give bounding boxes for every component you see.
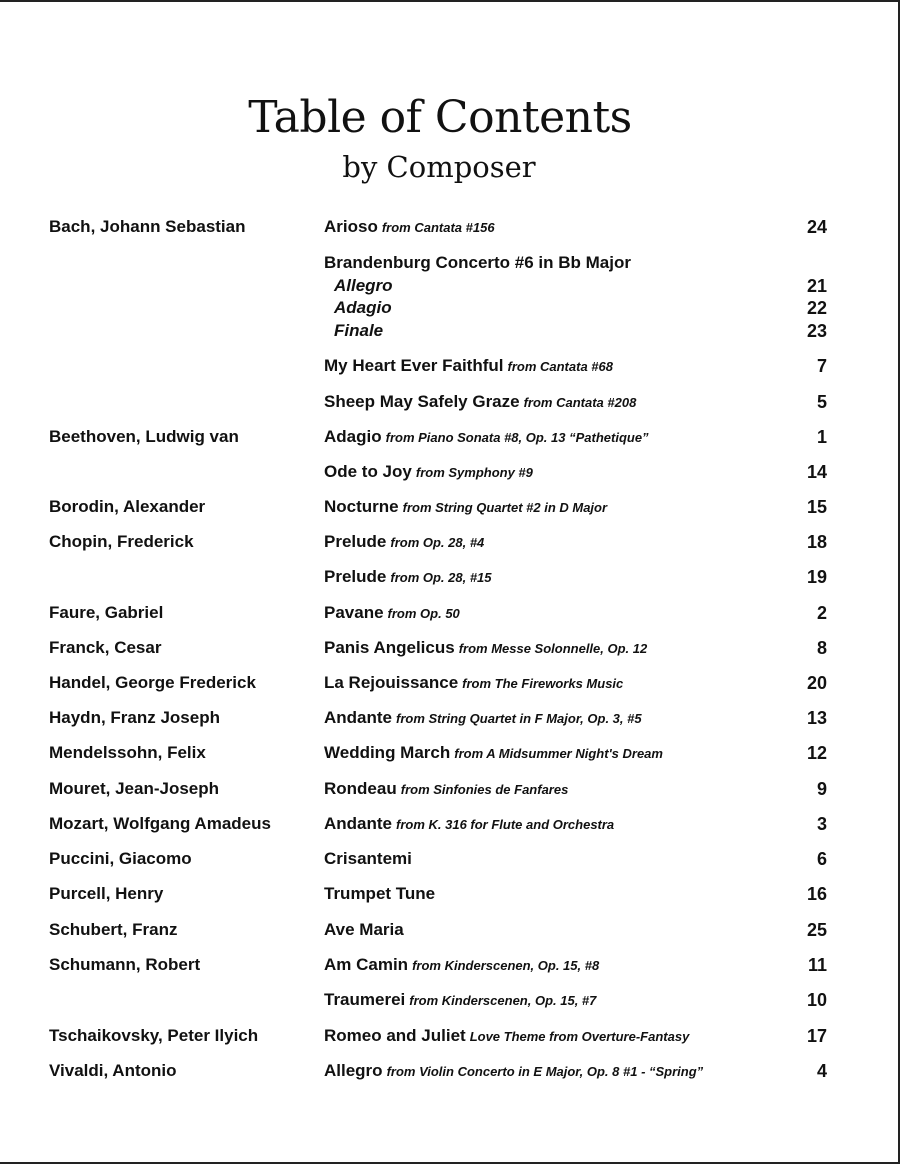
composer-name: Borodin, Alexander [49, 497, 206, 516]
page-number: 9 [816, 779, 827, 799]
composer-name: Faure, Gabriel [49, 603, 164, 622]
piece-title: Andante from String Quartet in F Major, Op. 3, #5 [324, 708, 642, 727]
toc-row [0, 955, 900, 979]
page-number: 1 [816, 427, 827, 447]
piece-title: Sheep May Safely Graze from Cantata #208 [324, 392, 637, 411]
toc-row [0, 849, 900, 873]
page-number: 4 [816, 1061, 827, 1081]
page-number: 21 [806, 276, 827, 296]
toc-row [0, 497, 900, 521]
piece-source: from A Midsummer Night's Dream [454, 746, 663, 761]
page-number: 19 [806, 567, 827, 587]
composer-name: Purcell, Henry [49, 884, 164, 903]
page-number: 11 [807, 955, 827, 975]
composer-name: Schumann, Robert [49, 955, 201, 974]
composer-name: Beethoven, Ludwig van [49, 427, 239, 446]
page-number: 14 [806, 462, 827, 482]
toc-row [0, 603, 900, 627]
piece-source: from Piano Sonata #8, Op. 13 “Pathetique” [385, 430, 649, 445]
piece-title: Andante from K. 316 for Flute and Orchestra [324, 814, 615, 833]
page-number: 2 [816, 603, 827, 623]
composer-name: Puccini, Giacomo [49, 849, 192, 868]
page-subtitle: by Composer [342, 150, 536, 184]
piece-source: from Messe Solonnelle, Op. 12 [458, 641, 648, 656]
piece-title: Traumerei from Kinderscenen, Op. 15, #7 [324, 990, 597, 1009]
toc-row [0, 356, 900, 380]
toc-row [0, 217, 900, 241]
toc-row [0, 1061, 900, 1085]
piece-source: from String Quartet in F Major, Op. 3, #5 [396, 711, 642, 726]
page-title: Table of Contents [248, 92, 632, 143]
piece-title: My Heart Ever Faithful from Cantata #68 [324, 356, 613, 375]
page-number: 5 [816, 392, 827, 412]
page-number: 23 [806, 321, 827, 341]
piece-source: from Op. 28, #4 [390, 535, 485, 550]
piece-title: Arioso from Cantata #156 [324, 217, 495, 236]
piece-source: from Kinderscenen, Op. 15, #7 [409, 993, 597, 1008]
piece-source: from Cantata #156 [381, 220, 495, 235]
page-number: 18 [806, 532, 827, 552]
page-number: 24 [806, 217, 827, 237]
toc-row [0, 567, 900, 591]
composer-name: Haydn, Franz Joseph [49, 708, 220, 727]
piece-source: from K. 316 for Flute and Orchestra [396, 817, 615, 832]
page-number: 15 [806, 497, 827, 517]
toc-row [0, 462, 900, 486]
piece-title: Romeo and Juliet Love Theme from Overture-Fantasy [324, 1026, 690, 1045]
toc-row [0, 814, 900, 838]
composer-name: Bach, Johann Sebastian [49, 217, 246, 236]
toc-row [0, 321, 900, 345]
page-number: 22 [806, 298, 827, 318]
composer-name: Franck, Cesar [49, 638, 162, 657]
composer-name: Handel, George Frederick [49, 673, 256, 692]
piece-title: Brandenburg Concerto #6 in Bb Major [324, 253, 631, 272]
piece-source: from Op. 50 [387, 606, 460, 621]
piece-source: from String Quartet #2 in D Major [402, 500, 608, 515]
page-number: 6 [816, 849, 827, 869]
toc-row [0, 298, 900, 322]
page-number: 17 [806, 1026, 827, 1046]
page-number: 13 [806, 708, 827, 728]
piece-source: from Kinderscenen, Op. 15, #8 [412, 958, 600, 973]
piece-title: Prelude from Op. 28, #15 [324, 567, 492, 586]
movement-title: Finale [334, 321, 384, 340]
toc-row [0, 779, 900, 803]
page-number: 7 [816, 356, 827, 376]
page-number: 3 [816, 814, 827, 834]
movement-title: Allegro [334, 276, 393, 295]
page-border-top [0, 0, 900, 2]
piece-title: Panis Angelicus from Messe Solonnelle, Op. 12 [324, 638, 648, 657]
composer-name: Schubert, Franz [49, 920, 178, 939]
piece-title: Prelude from Op. 28, #4 [324, 532, 485, 551]
page-number: 10 [806, 990, 827, 1010]
page-number: 25 [806, 920, 827, 940]
piece-title: Ode to Joy from Symphony #9 [324, 462, 533, 481]
composer-name: Mendelssohn, Felix [49, 743, 206, 762]
toc-row [0, 638, 900, 662]
toc-row [0, 427, 900, 451]
piece-title: Pavane from Op. 50 [324, 603, 460, 622]
piece-title: Wedding March from A Midsummer Night's Dream [324, 743, 663, 762]
toc-row [0, 1026, 900, 1050]
toc-row [0, 392, 900, 416]
toc-row [0, 532, 900, 556]
page-number: 20 [806, 673, 827, 693]
page-number: 12 [806, 743, 827, 763]
toc-row [0, 253, 900, 277]
toc-row [0, 673, 900, 697]
composer-name: Vivaldi, Antonio [49, 1061, 177, 1080]
toc-row [0, 743, 900, 767]
page-number: 16 [806, 884, 827, 904]
toc-row [0, 276, 900, 300]
toc-row [0, 920, 900, 944]
toc-row [0, 990, 900, 1014]
page-number: 8 [816, 638, 827, 658]
piece-source: Love Theme from Overture-Fantasy [469, 1029, 690, 1044]
composer-name: Mozart, Wolfgang Amadeus [49, 814, 271, 833]
piece-title: Adagio from Piano Sonata #8, Op. 13 “Pathetique” [324, 427, 649, 446]
piece-source: from The Fireworks Music [462, 676, 624, 691]
piece-title: Nocturne from String Quartet #2 in D Major [324, 497, 608, 516]
piece-source: from Op. 28, #15 [390, 570, 492, 585]
piece-title: La Rejouissance from The Fireworks Music [324, 673, 624, 692]
piece-title: Crisantemi [324, 849, 412, 868]
piece-title: Allegro from Violin Concerto in E Major, Op. 8 #1 - “Spring” [324, 1061, 704, 1080]
movement-title: Adagio [334, 298, 392, 317]
toc-row [0, 884, 900, 908]
piece-title: Trumpet Tune [324, 884, 436, 903]
composer-name: Chopin, Frederick [49, 532, 194, 551]
piece-title: Am Camin from Kinderscenen, Op. 15, #8 [324, 955, 600, 974]
composer-name: Tschaikovsky, Peter Ilyich [49, 1026, 259, 1045]
toc-row [0, 708, 900, 732]
piece-source: from Violin Concerto in E Major, Op. 8 #1 - “Spring” [386, 1064, 704, 1079]
piece-source: from Symphony #9 [415, 465, 533, 480]
piece-title: Rondeau from Sinfonies de Fanfares [324, 779, 569, 798]
piece-source: from Sinfonies de Fanfares [400, 782, 569, 797]
piece-source: from Cantata #208 [523, 395, 637, 410]
composer-name: Mouret, Jean-Joseph [49, 779, 220, 798]
piece-source: from Cantata #68 [507, 359, 613, 374]
piece-title: Ave Maria [324, 920, 404, 939]
